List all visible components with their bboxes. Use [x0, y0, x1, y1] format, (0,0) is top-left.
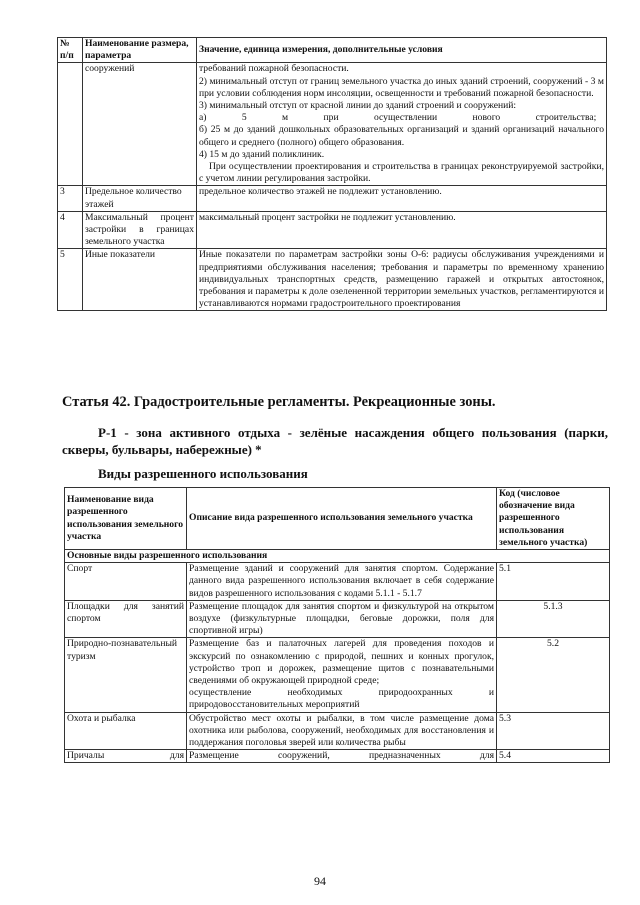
use-description: Размещение сооружений, предназначенных для: [187, 750, 497, 763]
value-line: При осуществлении проектирования и строительства в границах реконструируемой застройки, с учетом линии регулирования застройки.: [199, 161, 604, 185]
table-row: [65, 712, 610, 750]
use-code: 5.1: [497, 563, 610, 601]
row-num: 4: [58, 211, 83, 249]
zone-heading: Р-1 - зона активного отдыха - зелёные насаждения общего пользования (парки, скверы, бульвары, набережные) *: [62, 425, 608, 457]
parameters-table: [57, 37, 607, 311]
table-row: [58, 186, 607, 211]
value-line: требований пожарной безопасности.: [199, 63, 349, 75]
table-row: [65, 750, 610, 763]
uses-heading: Виды разрешенного использования: [98, 466, 308, 481]
section-title: Основные виды разрешенного использования: [65, 550, 610, 563]
row-name: Максимальный процент застройки в границах земельного участка: [83, 211, 197, 249]
value-line: 3) минимальный отступ от красной линии до зданий строений и сооружений:: [199, 100, 517, 112]
use-name: Причалы для: [65, 750, 187, 763]
use-description: Обустройство мест охоты и рыбалки, в том числе размещение дома охотника или рыболова, сооружений, необходимых для восстановления и поддержания поголовья зверей или количества рыбы: [187, 712, 497, 750]
row-name: Иные показатели: [83, 249, 197, 311]
use-description-part: Размещение баз и палаточных лагерей для проведения походов и экскурсий по ознакомлению с природой, пешних и конных прогулок, устройство троп и дорожек, размещение щитов с познавательными сведениями об окружающей природной среде;: [189, 638, 494, 687]
column-header-value: Значение, единица измерения, дополнительные условия: [197, 38, 607, 63]
column-header-name: Наименование размера, параметра: [83, 38, 197, 63]
value-line: 2) минимальный отступ от границ земельного участка до иных зданий строений, сооружений - 3 м при условии соблюдения норм инсоляции, освещенности и требований пожарной безопасности.: [199, 75, 604, 99]
use-code: 5.2: [497, 638, 610, 712]
value-line: 4) 15 м до зданий поликлиник.: [199, 148, 325, 160]
column-header-name: Наименование вида разрешенного использования земельного участка: [65, 488, 187, 550]
use-description-part: осуществление необходимых природоохранных и природовосстановительных мероприятий: [189, 687, 494, 711]
permitted-uses-table: [64, 487, 610, 763]
column-header-description: Описание вида разрешенного использования земельного участка: [187, 488, 497, 550]
use-name: Площадки для занятий спортом: [65, 600, 187, 638]
use-name: Природно-познавательный туризм: [65, 638, 187, 712]
column-header-code: Код (числовое обозначение вида разрешенного использования земельного участка): [497, 488, 610, 550]
row-value: максимальный процент застройки не подлежит установлению.: [197, 211, 607, 249]
row-num: [58, 63, 83, 186]
row-name: сооружений: [83, 63, 197, 186]
row-value: [197, 63, 607, 186]
use-name: Спорт: [65, 563, 187, 601]
value-line: а) 5 м при осуществлении нового строительства;: [199, 112, 597, 124]
column-header-num: № п/п: [58, 38, 83, 63]
row-num: 3: [58, 186, 83, 211]
row-num: 5: [58, 249, 83, 311]
use-code: 5.1.3: [497, 600, 610, 638]
value-line: б) 25 м до зданий дошкольных образовательных организаций и зданий организаций начального общего и среднего (полного) общего образования.: [199, 124, 604, 148]
row-value: Иные показатели по параметрам застройки зоны О-6: радиусы обслуживания учреждениями и предприятиями обслуживания населения; требования и параметры по временному хранению индивидуальных транспортных средств, размещению гаражей и открытых автостоянок, требования и параметры к доле озелененной территории земельных участков, регламентируются и устанавливаются нормами градостроительного проектирования: [197, 249, 607, 311]
article-heading: Статья 42. Градостроительные регламенты. Рекреационные зоны.: [62, 394, 496, 410]
section-row: [65, 550, 610, 563]
table-row: [58, 211, 607, 249]
table-row: [65, 638, 610, 712]
use-code: 5.4: [497, 750, 610, 763]
table-row: [65, 600, 610, 638]
table-header-row: [58, 38, 607, 63]
use-code: 5.3: [497, 712, 610, 750]
use-name: Охота и рыбалка: [65, 712, 187, 750]
table-row: [58, 63, 607, 186]
use-description: Размещение зданий и сооружений для занятия спортом. Содержание данного вида разрешенного использования включает в себя содержание видов разрешенного использования с кодами 5.1.1 - 5.1.7: [187, 563, 497, 601]
use-description: [187, 638, 497, 712]
page-number: 94: [314, 874, 326, 888]
row-value: предельное количество этажей не подлежит установлению.: [197, 186, 607, 211]
use-description: Размещение площадок для занятия спортом и физкультурой на открытом воздухе (физкультурные площадки, беговые дорожки, поля для спортивной игры): [187, 600, 497, 638]
table-row: [58, 249, 607, 311]
table-row: [65, 563, 610, 601]
table-header-row: [65, 488, 610, 550]
row-name: Предельное количество этажей: [83, 186, 197, 211]
